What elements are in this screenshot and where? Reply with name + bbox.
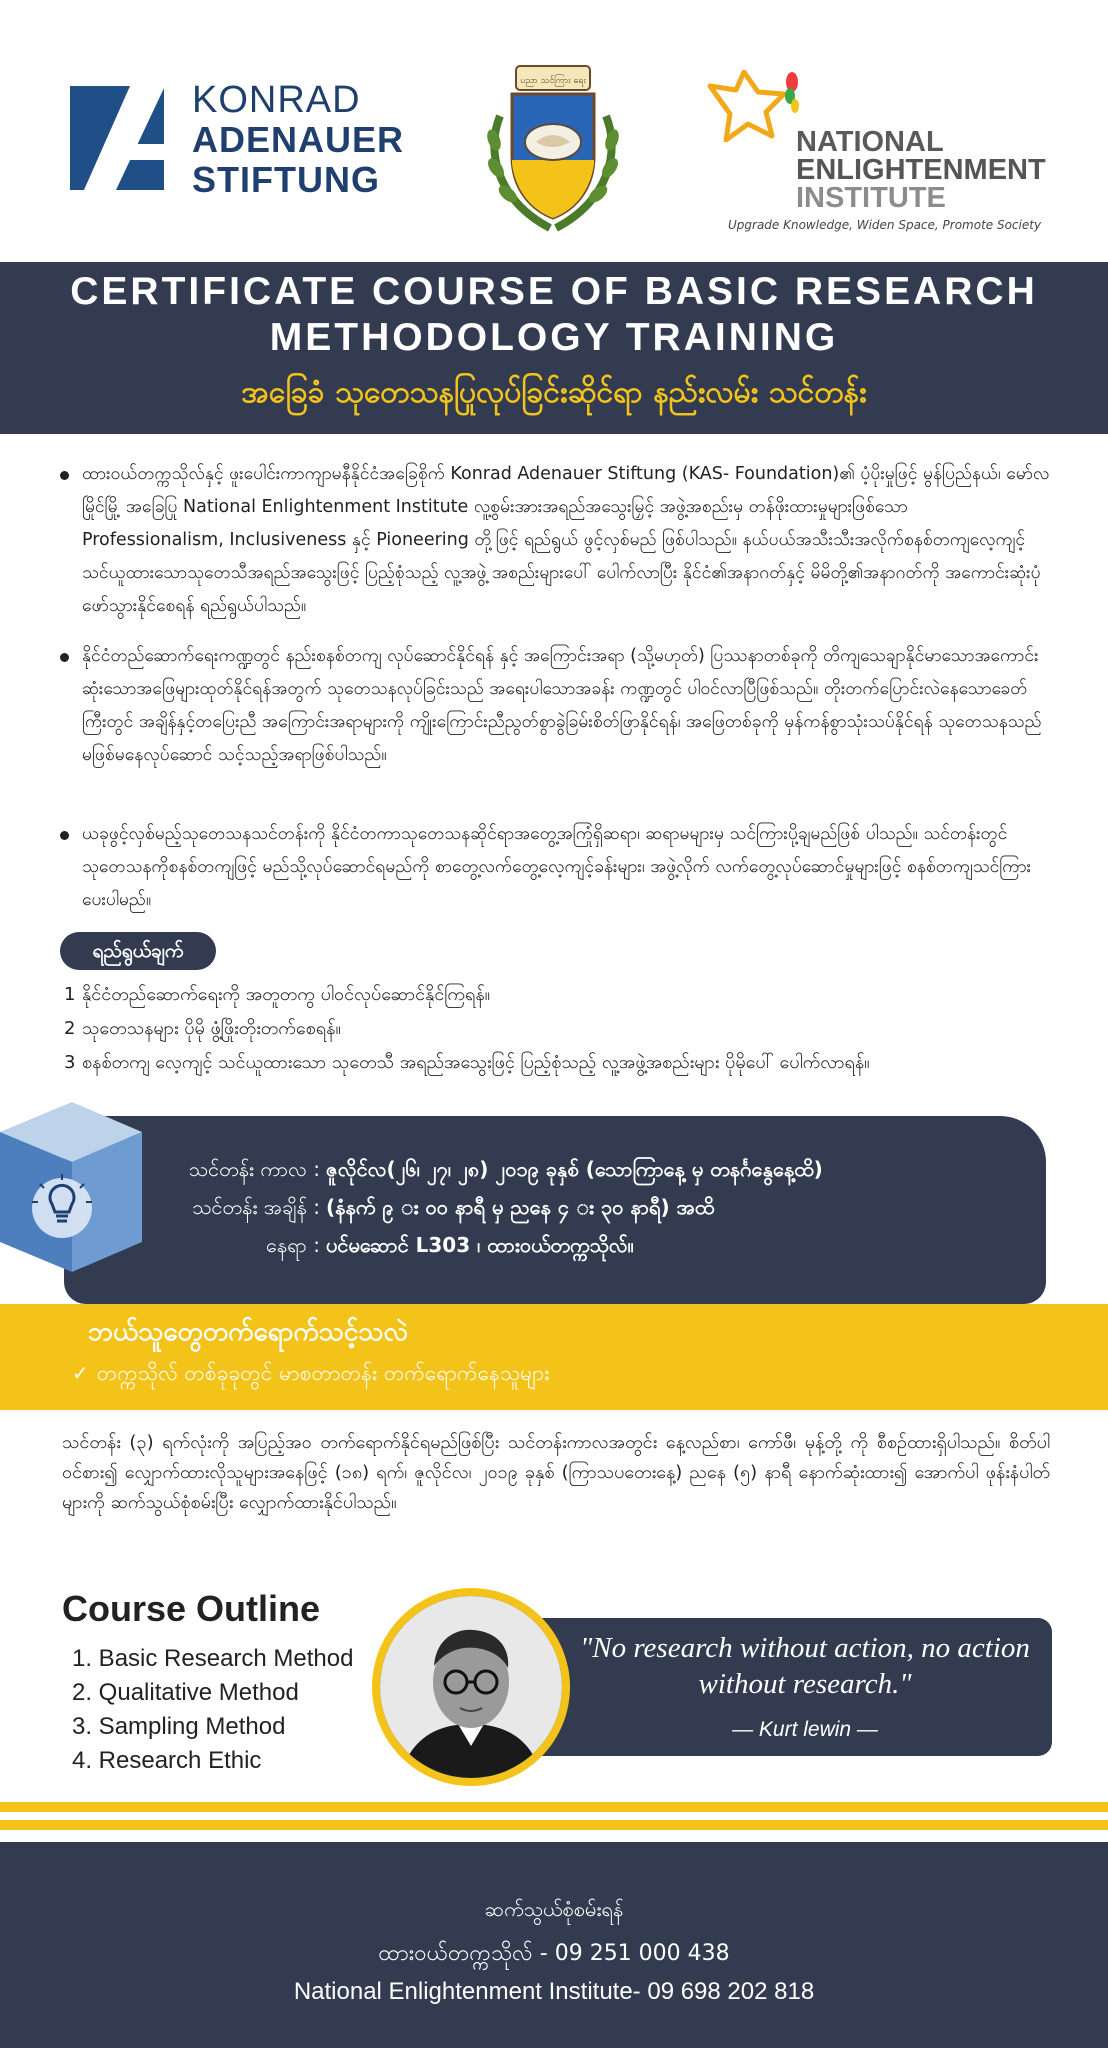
- nei-tagline: Upgrade Knowledge, Widen Space, Promote Society: [728, 218, 1042, 232]
- list-item: 2. Qualitative Method: [72, 1679, 299, 1706]
- objectives-label: ရည်ရွယ်ချက်: [60, 932, 216, 970]
- bullet-dot: [60, 471, 69, 480]
- course-time-label: သင်တန်း အချိန် :: [192, 1195, 320, 1219]
- list-item: 3. Sampling Method: [72, 1713, 286, 1740]
- bullet-dot: [60, 831, 69, 840]
- kurt-lewin-portrait-icon: [380, 1596, 562, 1778]
- check-icon: ✓: [72, 1361, 89, 1385]
- title-myanmar: အခြေခံ သုတေသနပြုလုပ်ခြင်းဆိုင်ရာ နည်းလမ်း သင်တန်း: [241, 375, 867, 410]
- list-item: 4. Research Ethic: [72, 1747, 262, 1774]
- course-time-value: (နံနက် ၉ း ၀၀ နာရီ မှ ညနေ ၄ း ၃၀ နာရီ) အထိ: [326, 1195, 715, 1219]
- course-outline-title: Course Outline: [62, 1588, 321, 1629]
- audience-item-text: တက္ကသိုလ် တစ်ခုခုတွင် မာစတာတန်း တက်ရောက်နေသူများ: [96, 1361, 550, 1385]
- training-paragraph-text: ယခုဖွင့်လှစ်မည့်သုတေသနသင်တန်းကို နိုင်ငံတကာသုတေသနဆိုင်ရာအတွေ့အကြုံရှိဆရာ၊ ဆရာမများမှ သင်ကြားပို့ချမည်ဖြစ် ပါသည်။ သင်တန်းတွင် သုတေသနကိုစနစ်တကျဖြင့် မည်သို့လုပ်ဆောင်ရမည်ကို စာတွေ့လက်တွေ့လေ့ကျင့်ခန်းများ၊ အဖွဲ့လိုက် လက်တွေ့လုပ်ဆောင်မှုများဖြင့် စနစ်တကျသင်ကြားပေးပါမည်။: [82, 824, 1032, 910]
- course-period-label: သင်တန်း ကာလ :: [188, 1157, 320, 1181]
- intro-paragraph-text: ထားဝယ်တက္ကသိုလ်နှင့် ဖူးပေါင်းကာကျာမနီနိုင်ငံအခြေစိုက် Konrad Adenauer Stiftung (KAS- Foundation)၏ ပံ့ပိုးမှုဖြင့် မွန်ပြည်နယ်၊ မော်လမြိုင်မြို့ အခြေပြု National Enlightenment Institute လူ့စွမ်းအားအရည်အသွေးမြှင့် အဖွဲ့အစည်းမှ တန်ဖိုးထားမှုများဖြစ်သော Professionalism, Inclusiveness နှင့် Pioneering တို့ဖြင့် ရည်ရွယ် ဖွင့်လှစ်မည် ဖြစ်ပါသည်။ နယ်ပယ်အသီးသီးအလိုက်စနစ်တကျလေ့ကျင့် သင်ယူထားသောသုတေသီအရည်အသွေးဖြင့် ပြည့်စုံသည့် လူ့အဖွဲ့ အစည်းများပေါ် ပေါက်လာပြီး နိုင်ငံ၏အနာဂတ်နှင့် မိမိတို့၏အနာဂတ်ကို အကောင်းဆုံးပုံဖော်သွားနိုင်စေရန် ရည်ရွယ်ပါသည်။: [82, 464, 1050, 616]
- contact-university-phone: ထားဝယ်တက္ကသိုလ် - 09 251 000 438: [378, 1941, 730, 1966]
- kas-logo-line-3: STIFTUNG: [192, 159, 380, 200]
- nei-logo-line-1: NATIONAL: [796, 126, 944, 158]
- objective-text: စနစ်တကျ လေ့ကျင့် သင်ယူထားသော သုတေသီ အရည်အသွေးဖြင့် ပြည့်စုံသည့် လူ့အဖွဲ့အစည်းများ ပိုမိုပေါ် ပေါက်လာရန်။: [82, 1052, 870, 1073]
- list-item: [64, 978, 964, 1012]
- intro-paragraph: [62, 458, 1050, 623]
- objective-number: 3: [64, 1052, 76, 1073]
- bullet-dot: [60, 653, 69, 662]
- quote-text: "No research without action, no action without research.": [580, 1632, 1030, 1700]
- nei-star-icon: [700, 70, 800, 170]
- kas-logo-line-2: ADENAUER: [192, 119, 405, 160]
- objective-number: 1: [64, 984, 76, 1005]
- objective-text: သုတေသနများ ပိုမို ဖွံ့ဖြိုးတိုးတက်စေရန်။: [82, 1018, 341, 1039]
- course-period-row: [150, 1152, 970, 1186]
- objective-text: နိုင်ငံတည်ဆောက်ရေးကို အတူတကွ ပါဝင်လုပ်ဆောင်နိုင်ကြရန်။: [82, 984, 491, 1005]
- audience-title: ဘယ်သူတွေတက်ရောက်သင့်သလဲ: [88, 1317, 408, 1347]
- objectives-list: [64, 978, 964, 1080]
- list-item: [64, 1012, 964, 1046]
- kas-logo-icon: [70, 86, 164, 190]
- lightbulb-cube-icon: [0, 1096, 142, 1276]
- importance-paragraph-text: နိုင်ငံတည်ဆောက်ရေးကဏ္ဍတွင် နည်းစနစ်တကျ လုပ်ဆောင်နိုင်ရန် နှင့် အကြောင်းအရာ (သို့မဟုတ်) ပြဿနာတစ်ခုကို တိကျသေချာနိုင်မာသောအကောင်းဆုံးသောအဖြေများထုတ်နိုင်ရန်အတွက် သုတေသနလုပ်ခြင်းသည် အရေးပါသောအခန်း ကဏ္ဍတွင် ပါဝင်လာပြီဖြစ်သည်။ တိုးတက်ပြောင်းလဲနေသောခေတ်ကြီးတွင် အချိန်နှင့်တပြေးညီ အကြောင်းအရာများကို ကျိုးကြောင်းညီညွတ်စွာခွဲခြမ်းစိတ်ဖြာနိုင်ရန်၊ အဖြေတစ်ခုကို မှန်ကန်စွာသုံးသပ်နိုင်ရန် သုတေသနသည် မဖြစ်မနေလုပ်ဆောင် သင့်သည့်အရာဖြစ်ပါသည်။: [82, 646, 1042, 765]
- nei-logo-line-3: INSTITUTE: [796, 182, 946, 214]
- audience-item: [72, 1360, 549, 1391]
- nei-logo-text: [796, 128, 1046, 212]
- course-outline-list: [72, 1642, 353, 1778]
- training-paragraph: [62, 818, 1050, 917]
- list-item: [64, 1046, 964, 1080]
- list-item: 1. Basic Research Method: [72, 1645, 354, 1672]
- title-line-1: CERTIFICATE COURSE OF BASIC RESEARCH: [70, 270, 1038, 313]
- contact-label: ဆက်သွယ်စုံစမ်းရန်: [484, 1897, 624, 1921]
- quote-author: — Kurt lewin —: [732, 1718, 878, 1741]
- course-time-row: [150, 1190, 970, 1224]
- university-crest-icon: [478, 60, 628, 236]
- course-period-value: ဇူလိုင်လ(၂၆၊ ၂၇၊ ၂၈) ၂၀၁၉ ခုနှစ် (သောကြာနေ့ မှ တနင်္ဂနွေနေ့ထိ): [326, 1157, 823, 1181]
- nei-logo-line-2: ENLIGHTENMENT: [796, 154, 1046, 186]
- contact-nei-phone: National Enlightenment Institute- 09 698 202 818: [293, 1978, 815, 2005]
- application-note: သင်တန်း (၃) ရက်လုံးကို အပြည့်အဝ တက်ရောက်နိုင်ရမည်ဖြစ်ပြီး သင်တန်းကာလအတွင်း နေ့လည်စာ၊ ကော်ဖီ၊ မုန့်တို့ ကို စီစဉ်ထားရှိပါသည်။ စိတ်ပါဝင်စား၍ လျှောက်ထားလိုသူများအနေဖြင့် (၁၈) ရက်၊ ဇူလိုင်လ၊ ၂၀၁၉ ခုနှစ် (ကြာသပတေးနေ့) ညနေ (၅) နာရီ နောက်ဆုံးထား၍ အောက်ပါ ဖုန်းနံပါတ်များကို ဆက်သွယ်စုံစမ်းပြီး လျှောက်ထားနိုင်ပါသည်။: [62, 1432, 1050, 1513]
- kas-logo-line-1: KONRAD: [192, 79, 361, 121]
- course-place-label: နေရာ :: [265, 1233, 320, 1257]
- importance-paragraph: [62, 640, 1050, 772]
- course-place-row: [150, 1228, 970, 1262]
- kas-logo-text: [192, 80, 404, 200]
- objective-number: 2: [64, 1018, 76, 1039]
- course-place-value: ပင်မဆောင် L303 ၊ ထားဝယ်တက္ကသိုလ်။: [326, 1233, 634, 1257]
- title-line-2: METHODOLOGY TRAINING: [269, 316, 839, 359]
- crest-banner-text: ပညာ သင်ကြား ရေး: [520, 76, 586, 86]
